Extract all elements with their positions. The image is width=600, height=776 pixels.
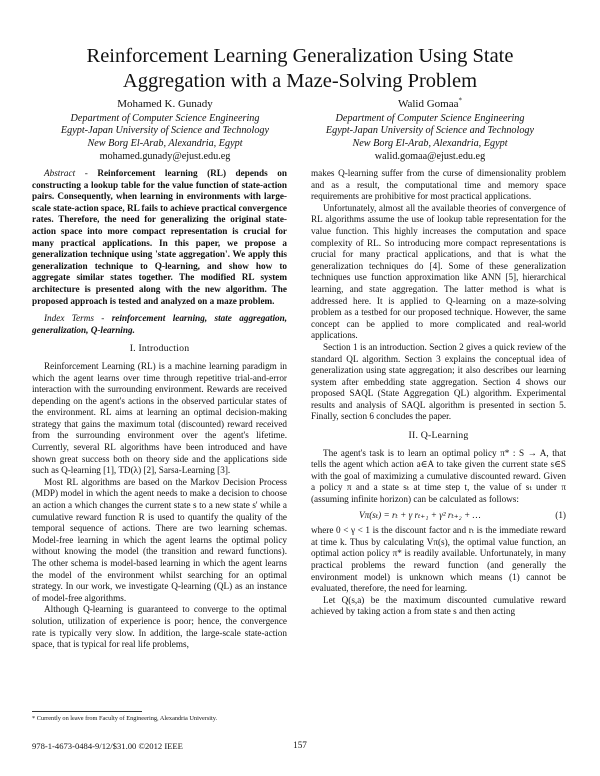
paragraph: Section 1 is an introduction. Section 2 gives a quick review of the standard QL algorithm. Section 3 explains the conceptual idea of generalization using state aggregation; it also describes our learning system after embedding state aggregation. Section 4 shows our proposed SAQL (State Aggregation QL) algorithm. Experimental results and analysis of SAQL algorithm is presented in section 5. Finally, section 6 concludes the paper. [311,341,566,422]
paragraph: Most RL algorithms are based on the Markov Decision Process (MDP) model in which the agent needs to make a decision to choose an action a which changes the current state s to a new state s' while a cumulative reward function R is used to quantify the quality of the temporal sequence of actions. There are two learning schemas. Model-free learning in which the agent learns the optimal policy without knowing the model (the transition and reward functions). The other schema is model-based learning in which the agent learns the model of the environment whilst searching for an optimal strategy. In our work, we investigate Q-learning (QL) as an instance of model-free algorithms. [32,476,287,603]
index-terms [32,313,287,336]
equation-body: Vπ(sₜ) = rₜ + γ rₜ₊₁ + γ² rₜ₊₂ + … [359,509,481,520]
author-email: mohamed.gunady@ejust.edu.eg [99,151,231,162]
page-number: 157 [293,740,307,750]
author-department: Department of Computer Science Engineering [70,112,260,124]
equation-1 [311,510,566,522]
footnote: * Currently on leave from Faculty of Engineering, Alexandria University. [32,715,218,722]
abstract [32,168,287,307]
author-name: Walid Gomaa [397,98,459,110]
paragraph: Let Q(s,a) be the maximum discounted cumulative reward achieved by taking action a from state s and then acting [311,594,566,617]
author-university: Egypt-Japan University of Science and Technology [60,125,270,136]
author-block [305,98,555,164]
left-column [32,168,287,651]
section-heading-introduction: I. Introduction [129,343,190,355]
paragraph: Unfortunately, almost all the available theories of convergence of RL algorithms assume the use of lookup table representation for the value function. This highly increases the computation and space complexity of RL. So introducing more compact representations is crucial for many practical applications, and that is what the generalization techniques do [4]. Some of these generalization techniques use function approximation like ANN [5], hierarchical learning, and state aggregation. The latter method is what is addressed here. It is applied to Q-learning on a maze-solving problem as a testbed for our proposed technique. However, the same concept can be applied to more complicated and real-world applications. [311,202,566,341]
index-terms-label: Index Terms - [44,313,112,324]
author-location: New Borg El-Arab, Alexandria, Egypt [352,137,508,149]
author-location: New Borg El-Arab, Alexandria, Egypt [87,137,243,149]
abstract-label: Abstract - [44,168,98,178]
author-email: walid.gomaa@ejust.edu.eg [374,151,486,162]
footnote-divider [32,711,142,712]
author-department: Department of Computer Science Engineering [335,112,525,124]
equation-number: (1) [555,509,566,520]
author-university: Egypt-Japan University of Science and Technology [325,125,535,136]
footer-isbn: 978-1-4673-0484-9/12/$31.00 ©2012 IEEE [32,741,183,751]
author-name: Mohamed K. Gunady [117,98,213,110]
paragraph: Although Q-learning is guaranteed to converge to the optimal solution, utilization of experience is poor; hence, the convergence rate is typically very slow. In addition, the large-scale state-action space, that is typical for real life problems, [32,604,287,650]
paragraph: where 0 < γ < 1 is the discount factor and rₜ is the immediate reward at time k. Thus by calculating Vπ(s), the optimal value function, an optimal action policy π* is readily available. Unfortunately, in many practical problems the reward function (and generally the environment model) is unknown which means (1) cannot be evaluated, therefore, the need for learning. [311,525,566,594]
right-column [311,168,566,618]
author-footnote-marker: * [458,96,462,105]
index-terms-text: reinforcement learning, state aggregation, generalization, Q-learning. [32,313,287,335]
paragraph: Reinforcement Learning (RL) is a machine learning paradigm in which the agent learns over time through repetitive trial-and-error interaction with the surrounding environment. Rewards are received depending on the agent's actions in the observed particular states of the environment. RL aims at learning an optimal decision-making strategy that gains the maximum total (discounted) reward received from the surrounding environment over the agent's lifetime. Currently, several RL algorithms have been introduced and have shown great success both on theory side and the applications side such as Q-learning [1], TD(λ) [2], Sarsa-Learning [3]. [32,360,287,476]
abstract-text: Reinforcement learning (RL) depends on constructing a lookup table for the value function of state-action pairs. Consequently, when learning in environments with large-scale state-action space, RL fails to achieve practical convergence rates. Therefore, the need for generalizing the original state-action space into more compact representation is crucial for many practical applications. In this paper, we propose a generalization technique using 'state aggregation'. We apply this generalization technique to Q-learning, and show how to aggregate similar states together. The modified RL system architecture is presented along with the new algorithm. The proposed approach is tested and analyzed on a maze problem. [32,168,287,306]
author-block [40,98,290,164]
section-heading-q-learning: II. Q-Learning [408,430,469,442]
paper-title: Reinforcement Learning Generalization Using State Aggregation with a Maze-Solving Problem [86,45,514,92]
paragraph: The agent's task is to learn an optimal policy π* : S → A, that tells the agent which action a∈A to take given the current state s∈S with the goal of maximizing a cumulative discounted reward. Given a policy π and a state sₜ at time step t, the value of sₜ under π (assuming infinite horizon) can be calculated as follows: [311,447,566,505]
paragraph: makes Q-learning suffer from the curse of dimensionality problem and as a result, the computational time and memory space requirements are prohibitive for most practical applications. [311,168,566,202]
